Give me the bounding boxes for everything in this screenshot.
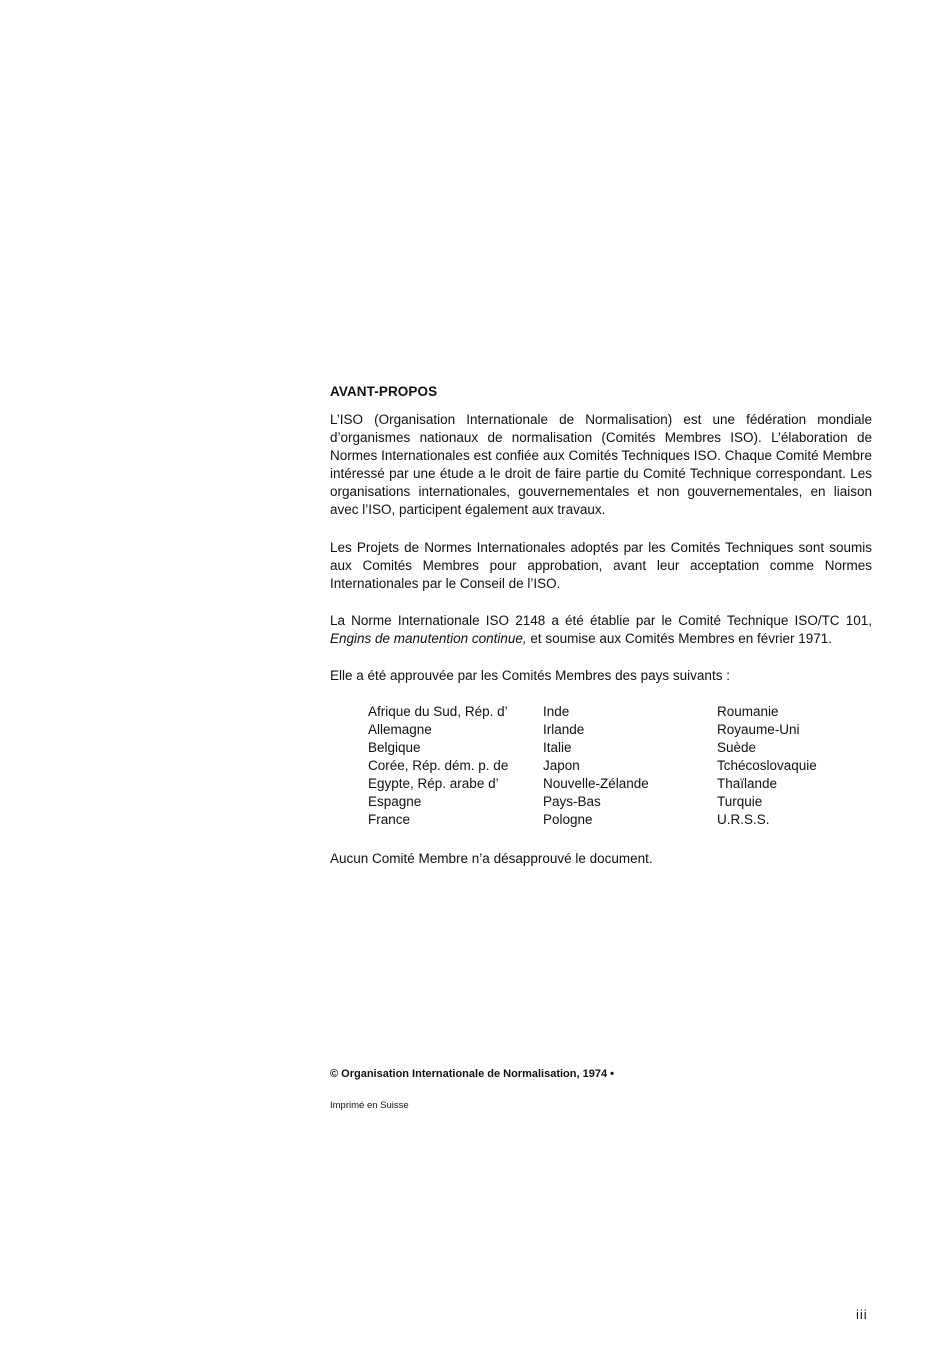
country-item: Tchécoslovaquie (717, 758, 817, 773)
paragraph-approval: Elle a été approuvée par les Comités Membres des pays suivants : (330, 668, 730, 683)
printed-in-notice: Imprimé en Suisse (330, 1100, 409, 1111)
paragraph-draft-standards: Les Projets de Normes Internationales adoptés par les Comités Techniques sont soumis aux Comités Membres pour approbation, avant leur acceptation comme Normes Internationales par le Conseil de l’ISO. (330, 540, 872, 591)
country-item: Espagne (368, 794, 422, 809)
country-item: Pologne (543, 812, 593, 827)
paragraph-standard-origin (330, 612, 872, 648)
foreword-heading: AVANT-PROPOS (330, 384, 438, 399)
paragraph-standard-origin-end: et soumise aux Comités Membres en février 1971. (526, 631, 833, 646)
country-item: Roumanie (717, 704, 779, 719)
country-item: Italie (543, 740, 572, 755)
paragraph-standard-origin-start: La Norme Internationale ISO 2148 a été établie par le Comité Technique ISO/TC 101, (330, 613, 872, 628)
country-item: Irlande (543, 722, 585, 737)
paragraph-no-disapproval: Aucun Comité Membre n’a désapprouvé le document. (330, 851, 653, 866)
copyright-notice: © Organisation Internationale de Normalisation, 1974 • (330, 1068, 614, 1080)
country-item: Afrique du Sud, Rép. d’ (368, 704, 508, 719)
country-item: Egypte, Rép. arabe d’ (368, 776, 499, 791)
country-item: U.R.S.S. (717, 812, 770, 827)
country-column-2 (543, 703, 717, 829)
country-item: Nouvelle-Zélande (543, 776, 649, 791)
country-item: Belgique (368, 740, 421, 755)
foreword-section (330, 384, 872, 868)
country-column-3 (717, 703, 877, 829)
country-item: Thaïlande (717, 776, 778, 791)
committee-title: Engins de manutention continue, (330, 631, 527, 646)
paragraph-iso-intro: L’ISO (Organisation Internationale de Normalisation) est une fédération mondiale d’organismes nationaux de normalisation (Comités Membres ISO). L’élaboration de Normes Internationales est confiée aux Comités Techniques ISO. Chaque Comité Membre intéressé par une étude a le droit de faire partie du Comité Technique correspondant. Les organisations internationales, gouvernementales et non gouvernementales, en liaison avec l’ISO, participent également aux travaux. (330, 412, 872, 517)
page-number: iii (856, 1307, 868, 1322)
country-item: Royaume-Uni (717, 722, 800, 737)
country-column-1 (368, 703, 543, 829)
country-list (368, 703, 872, 829)
country-item: Turquie (717, 794, 763, 809)
country-item: Suède (717, 740, 757, 755)
country-item: France (368, 812, 411, 827)
country-item: Corée, Rép. dém. p. de (368, 758, 509, 773)
country-item: Inde (543, 704, 570, 719)
country-item: Pays-Bas (543, 794, 601, 809)
country-item: Japon (543, 758, 580, 773)
country-item: Allemagne (368, 722, 432, 737)
